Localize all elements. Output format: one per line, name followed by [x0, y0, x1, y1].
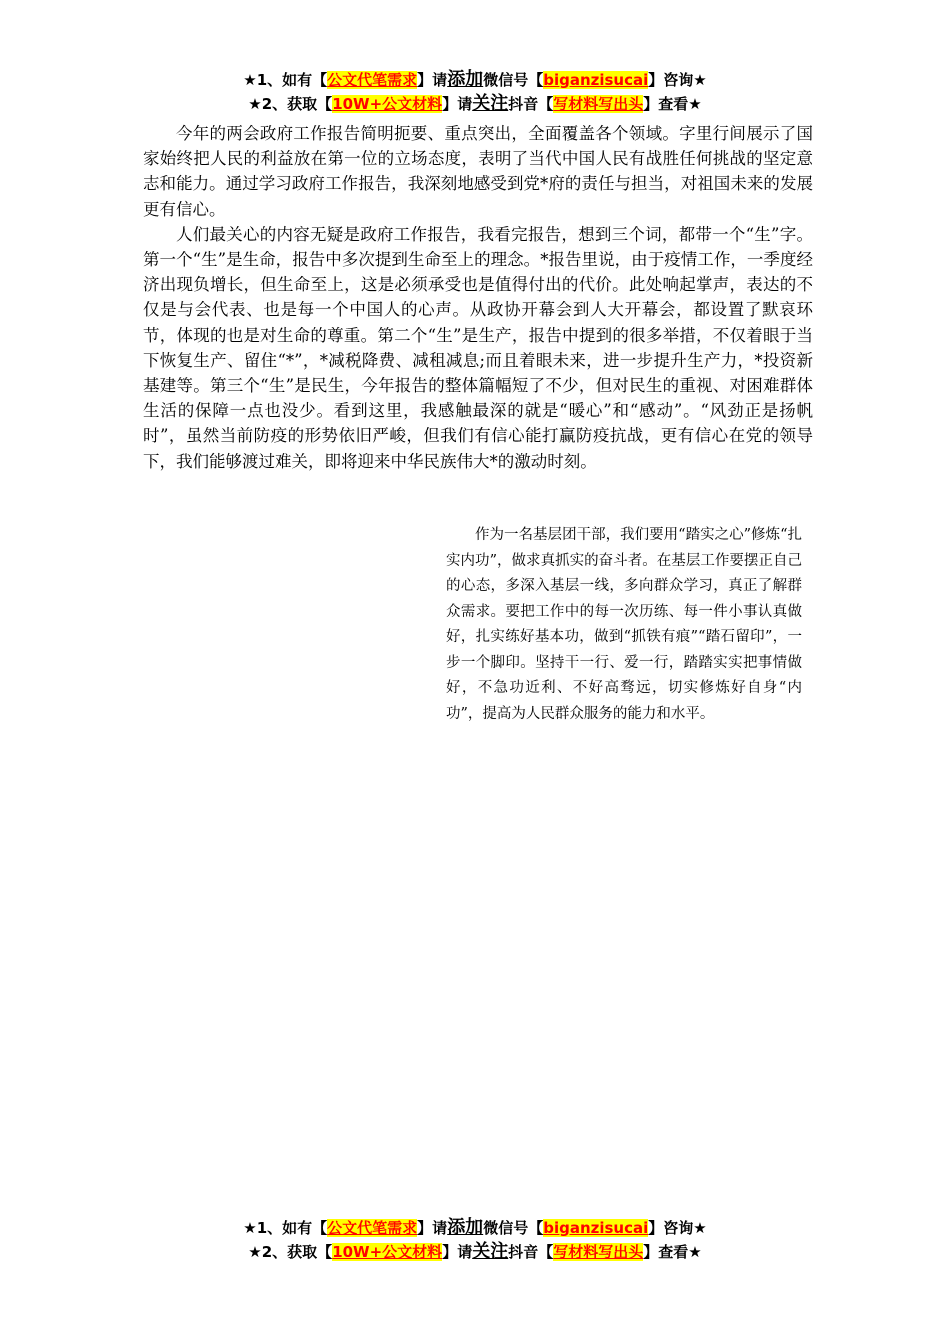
- banner-line-1: [0, 68, 950, 92]
- footer-line-1-suffix: 】咨询★: [648, 1219, 707, 1237]
- side-paragraph: 作为一名基层团干部，我们要用“踏实之心”修炼“扎实内功”，做求真抓实的奋斗者。在基层工作要摆正自己的心态，多深入基层一线，多向群众学习，真正了解群众需求。要把工作中的每一次历练、每一件小事认真做好，扎实练好基本功，做到“抓铁有痕”“踏石留印”，一步一个脚印。坚持干一行、爱一行，踏踏实实把事情做好，不急功近利、不好高骛远，切实修炼好自身“内功”，提高为人民群众服务的能力和水平。: [446, 527, 802, 722]
- side-text-block: [446, 523, 802, 727]
- footer-line-2-highlight-douyin: 写材料写出头: [553, 1243, 644, 1261]
- banner-line-1-prefix: ★1、如有【: [243, 71, 328, 89]
- footer-banner-line-1: [0, 1216, 950, 1240]
- footer-line-2-mid: 】请: [442, 1243, 473, 1261]
- banner-line-2-suffix: 】查看★: [643, 95, 702, 113]
- footer-banner: [0, 1216, 950, 1264]
- banner-line-1-highlight-service: 公文代笔需求: [327, 71, 418, 89]
- banner-line-2-emphasis: 关注: [472, 93, 509, 114]
- banner-line-2-mid: 】请: [442, 95, 473, 113]
- footer-line-1-prefix: ★1、如有【: [243, 1219, 328, 1237]
- banner-line-2-prefix: ★2、获取【: [248, 95, 333, 113]
- body-paragraph-2: 人们最关心的内容无疑是政府工作报告，我看完报告，想到三个词，都带一个“生”字。第一个“生”是生命，报告中多次提到生命至上的理念。*报告里说，由于疫情工作，一季度经济出现负增长，但生命至上，这是必须承受也是值得付出的代价。此处响起掌声，表达的不仅是与会代表、也是每一个中国人的心声。从政协开幕会到人大开幕会，都设置了默哀环节，体现的也是对生命的尊重。第二个“生”是生产，报告中提到的很多举措，不仅着眼于当下恢复生产、留住“*”，*减税降费、减租减息;而且着眼未来，进一步提升生产力，*投资新基建等。第三个“生”是民生，今年报告的整体篇幅短了不少，但对民生的重视、对困难群体生活的保障一点也没少。看到这里，我感触最深的就是“暖心”和“感动”。“风劲正是扬帆时”，虽然当前防疫的形势依旧严峻，但我们有信心能打赢防疫抗战，更有信心在党的领导下，我们能够渡过难关，即将迎来中华民族伟大*的激动时刻。: [143, 224, 813, 471]
- banner-line-2-mid-2: 抖音【: [508, 95, 554, 113]
- banner-line-2-highlight-douyin: 写材料写出头: [553, 95, 644, 113]
- footer-line-2-highlight-materials: 10W+公文材料: [332, 1243, 443, 1261]
- footer-line-2-mid-2: 抖音【: [508, 1243, 554, 1261]
- footer-line-1-mid-2: 微信号【: [483, 1219, 544, 1237]
- footer-banner-line-2: [0, 1240, 950, 1264]
- body-paragraph-1: 今年的两会政府工作报告简明扼要、重点突出，全面覆盖各个领域。字里行间展示了国家始终把人民的利益放在第一位的立场态度，表明了当代中国人民有战胜任何挑战的坚定意志和能力。通过学习政府工作报告，我深刻地感受到党*府的责任与担当，对祖国未来的发展更有信心。: [143, 124, 813, 219]
- footer-line-2-suffix: 】查看★: [643, 1243, 702, 1261]
- banner-line-1-emphasis: 添加: [447, 69, 484, 90]
- footer-line-1-highlight-service: 公文代笔需求: [327, 1219, 418, 1237]
- banner-line-1-mid-2: 微信号【: [483, 71, 544, 89]
- footer-line-2-emphasis: 关注: [472, 1241, 509, 1262]
- footer-line-1-mid: 】请: [417, 1219, 448, 1237]
- banner-line-2: [0, 92, 950, 116]
- banner-line-1-mid: 】请: [417, 71, 448, 89]
- banner-line-2-highlight-materials: 10W+公文材料: [332, 95, 443, 113]
- footer-line-1-highlight-wechat: biganzisucai: [543, 1219, 649, 1237]
- banner-line-1-highlight-wechat: biganzisucai: [543, 71, 649, 89]
- footer-line-2-prefix: ★2、获取【: [248, 1243, 333, 1261]
- footer-line-1-emphasis: 添加: [447, 1217, 484, 1238]
- banner-line-1-suffix: 】咨询★: [648, 71, 707, 89]
- header-banner: [0, 68, 950, 116]
- document-body: [143, 121, 813, 474]
